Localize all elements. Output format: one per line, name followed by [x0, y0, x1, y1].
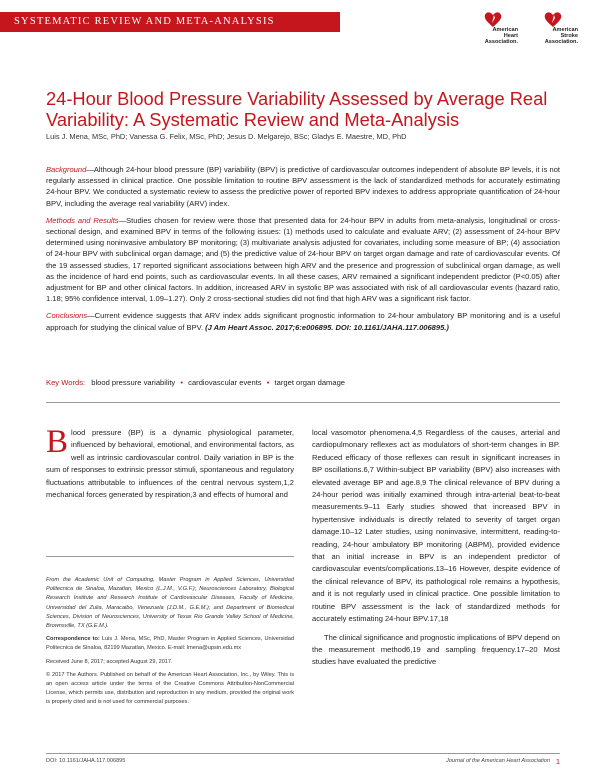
section-label: SYSTEMATIC REVIEW AND META-ANALYSIS: [14, 16, 275, 27]
divider: [46, 402, 560, 403]
page-number: 1: [555, 757, 560, 766]
asa-logo: American Stroke Association.: [526, 9, 580, 51]
drop-cap: B: [46, 424, 69, 460]
abstract: [46, 164, 560, 339]
footer-rule: [46, 753, 560, 754]
footer-doi: DOI: 10.1161/JAHA.117.006895: [46, 758, 126, 764]
body-paragraph: local vasomotor phenomena.4,5 Regardless of the causes, arterial and cardiopulmonary reflexes act as modulators of short-term changes in BP. Reduced efficacy of those reflexes can result in significant increases in BP oscillations.6,7 Within-subject BP variability (BPV) also increases with elevated average BP and age.8,9 The clinical relevance of BPV during a 24-hour period was initially examined through intra-arterial beat-to-beat measurements.9–11 Early studies showed that increased BPV in hypertensive individuals is directly related to severity of target organ damage.10–12 Later studies, using noninvasive, intermittent, reading-to-reading, 24-hour ambulatory BP monitoring (ABPM), provided evidence that an initial increase in BPV is an independent predictor of cardiovascular events/complications.13–16 However, despite evidence of the clinical relevance of BPV, its pathological role remains a hypothesis, and it is not regularly used in clinical practice. One possible limitation to routine BPV assessment is the lack of standardized methods for accurately estimating 24-hour BPV.17,18: [312, 428, 560, 624]
body-column-right: [312, 427, 560, 669]
citation: (J Am Heart Assoc. 2017;6:e006895. DOI: 10.1161/JAHA.117.006895.): [205, 322, 449, 332]
affiliations: From the Academic Unit of Computing, Master Program in Applied Sciences, Universidad Politecnica de Sinaloa, Mazatlan, Mexico (L.J.M., V.G.F.); Neurosciences Laboratory, Biological Research Institute and Research Institute of Cardiovascular Diseases, Faculty of Medicine, Universidad del Zulia, Maracaibo, Venezuela (J.D.M., G.E.M.); and Department of Biomedical Sciences, Division of Neurosciences, University of Texas Rio Grande Valley School of Medicine, Brownsville, TX (G.E.M.).: [46, 577, 294, 630]
correspondence: Correspondence to: Luis J. Mena, MSc, PhD, Master Program in Applied Sciences, Universidad Politecnica de Sinaloa, 82199 Mazatlan, Mexico. E-mail: lmena@upsin.edu.mx: [46, 636, 294, 652]
divider: [46, 556, 294, 557]
heart-torch-icon: [483, 9, 503, 29]
heart-torch-icon: [543, 9, 563, 29]
article-title: 24-Hour Blood Pressure Variability Assessed by Average Real Variability: A Systematic Review and Meta-Analysis: [46, 88, 548, 130]
keyword: target organ damage: [274, 378, 346, 387]
keyword: cardiovascular events: [188, 378, 262, 387]
keyword-separator: •: [180, 378, 184, 387]
section-banner: [0, 12, 340, 32]
body-column-left: [46, 424, 294, 501]
license-text: © 2017 The Authors. Published on behalf of the American Heart Association, Inc., by Wiley. This is an open access article under the terms of the Creative Commons Attribution-NonCommercial License, which permits use, distribution and reproduction in any medium, provided the original work is properly cited and is not used for commercial purposes.: [46, 671, 294, 706]
body-paragraph: The clinical significance and prognostic implications of BPV depend on the measurement method6,19 and sampling frequency.17–20 Most studies have evaluated the predictive: [312, 632, 560, 667]
keywords: [46, 378, 560, 387]
intro-paragraph: Blood pressure (BP) is a dynamic physiological parameter, influenced by behavioral, emotional, and environmental factors, as well as intrinsic cardiovascular control. Daily variation in BP is the sum of responses to extrinsic pressor stimuli, spontaneous and regulatory fluctuations attributable to influences of the central nervous system,1,2 mechanical forces generated by respiration,3 and effects of humoral and: [46, 424, 294, 500]
aha-logo: American Heart Association.: [466, 9, 520, 51]
keywords-label: Key Words:: [46, 378, 86, 387]
keyword: blood pressure variability: [91, 378, 176, 387]
received-dates: Received June 8, 2017; accepted August 29, 2017.: [46, 658, 173, 665]
abstract-methods: Methods and Results—Studies chosen for review were those that presented data for 24-hour BPV in adults from meta-analysis, longitudinal or cross-sectional design, and examined BPV in terms of the following issues: (1) methods used to calculate and evaluate ARV; (2) assessment of 24-hour BPV determined using noninvasive ambulatory BP monitoring; (3) multivariate analysis adjusted for covariates, including some measure of BP; (4) association of 24-hour BPV with subclinical organ damage; and (5) the predictive value of 24-hour BPV on target organ damage and rate of cardiovascular events. Of the 19 assessed studies, 17 reported significant associations between high ARV and the presence and progression of subclinical organ damage, as well as the incidence of hard end points, such as cardiovascular events. In all these cases, ARV remained a significant independent predictor (P<0.05) after adjustment for BP and other clinical factors. In addition, increased ARV in systolic BP was associated with risk of all cardiovascular events (hazard ratio, 1.18; 95% confidence interval, 1.09–1.27). Only 2 cross-sectional studies did not find that high ARV was a significant risk factor.: [46, 215, 560, 304]
publisher-logos: [466, 9, 582, 51]
author-list: Luis J. Mena, MSc, PhD; Vanessa G. Felix, MSc, PhD; Jesus D. Melgarejo, BSc; Gladys E. Maestre, MD, PhD: [46, 132, 407, 141]
abstract-background: Background—Although 24-hour blood pressure (BP) variability (BPV) is predictive of cardiovascular outcomes independent of absolute BP levels, it is not regularly assessed in clinical practice. One possible limitation to routine BPV assessment is the lack of standardized methods for accurately estimating 24-hour BPV. We conducted a systematic review to assess the predictive power of reported BPV indexes to address appropriate quantification of 24-hour BPV, including the average real variability (ARV) index.: [46, 165, 560, 208]
keyword-separator: •: [266, 378, 270, 387]
abstract-conclusions: Conclusions—Current evidence suggests that ARV index adds significant prognostic information to 24-hour ambulatory BP monitoring and is a useful approach for studying the clinical value of BPV. (J Am Heart Assoc. 2017;6:e006895. DOI: 10.1161/JAHA.117.006895.): [46, 311, 560, 332]
footer-journal: Journal of the American Heart Association: [445, 758, 550, 764]
footnotes: [46, 576, 294, 712]
